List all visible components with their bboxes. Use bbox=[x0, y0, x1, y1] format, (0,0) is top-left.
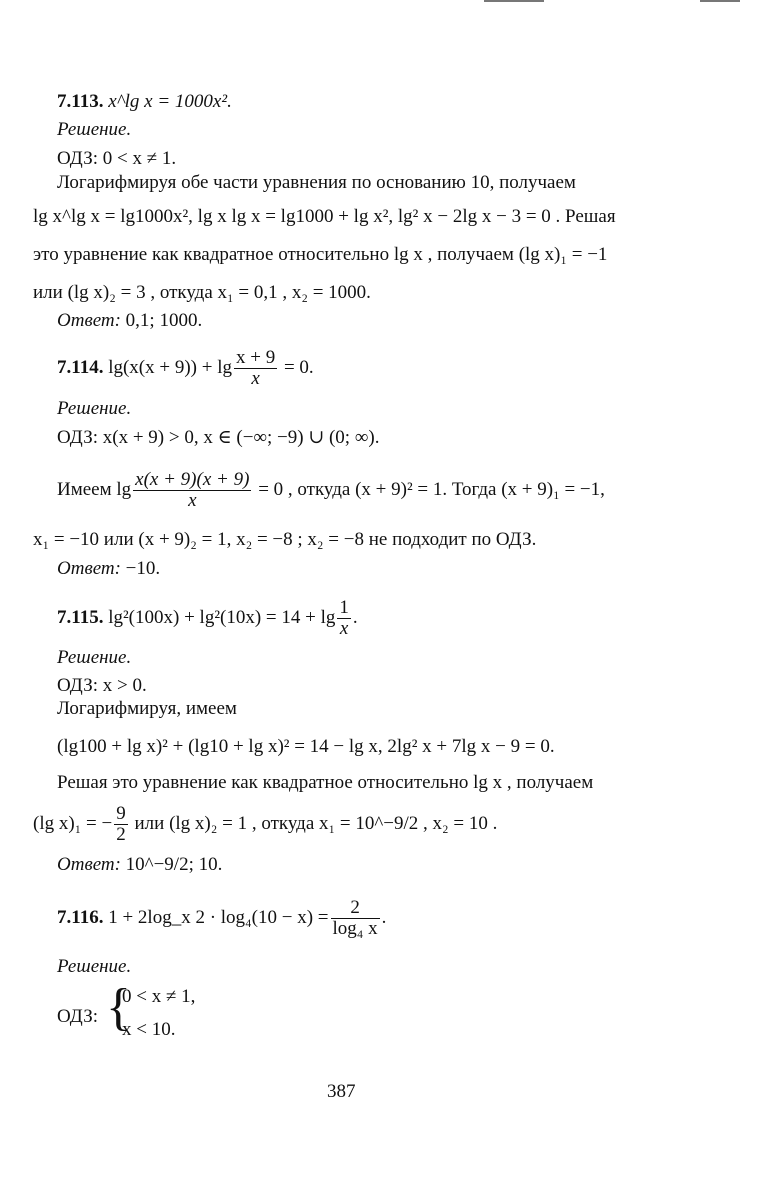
answer-line bbox=[57, 557, 160, 581]
problem-7-113-heading bbox=[57, 90, 232, 114]
answer-line bbox=[57, 853, 222, 877]
problem-7-115-heading bbox=[57, 594, 358, 642]
answer-label: Ответ: bbox=[57, 558, 121, 579]
text-line: lg x^lg x = lg1000x², lg x lg x = lg1000 + lg x², lg² x − 2lg x − 3 = 0 . Решая bbox=[33, 206, 616, 227]
solution-label: Решение. bbox=[57, 647, 132, 668]
text-line: или (lg x)₂ = 3 , откуда x₁ = 0,1 , x₂ = 1000. bbox=[33, 282, 371, 303]
problem-number: 7.115. bbox=[57, 607, 104, 628]
odz-line: ОДЗ: x(x + 9) > 0, x ∈ (−∞; −9) ∪ (0; ∞). bbox=[57, 427, 380, 448]
text-right: = 0 , откуда (x + 9)² = 1. Тогда (x + 9)₁ = −1, bbox=[258, 479, 605, 500]
equation-right: . bbox=[381, 907, 387, 928]
answer-label: Ответ: bbox=[57, 854, 121, 875]
text-line: Логарифмируя обе части уравнения по основанию 10, получаем bbox=[57, 172, 576, 193]
text-left: (lg x)₁ = − bbox=[33, 813, 113, 834]
problem-number: 7.114. bbox=[57, 357, 104, 378]
page-number: 387 bbox=[327, 1081, 356, 1102]
text-line: Логарифмируя, имеем bbox=[57, 698, 237, 719]
fraction bbox=[331, 898, 380, 939]
system-brace: { bbox=[106, 979, 131, 1036]
fraction bbox=[133, 470, 251, 511]
text-line: x₁ = −10 или (x + 9)₂ = 1, x₂ = −8 ; x₂ = −8 не подходит по ОДЗ. bbox=[33, 529, 537, 550]
text-line: (lg100 + lg x)² + (lg10 + lg x)² = 14 − lg x, 2lg² x + 7lg x − 9 = 0. bbox=[57, 736, 555, 757]
odz-line: ОДЗ: x > 0. bbox=[57, 675, 147, 696]
fraction-denominator: x bbox=[251, 368, 260, 390]
answer-value: 10^−9/2; 10. bbox=[125, 854, 223, 875]
fraction-numerator: x + 9 bbox=[236, 347, 276, 369]
answer-value: −10. bbox=[125, 558, 161, 579]
problem-7-114-heading bbox=[57, 344, 314, 392]
text-right: или (lg x)₂ = 1 , откуда x₁ = 10^−9/2 , x₂ = 10 . bbox=[134, 813, 498, 834]
fraction-numerator: x(x + 9)(x + 9) bbox=[135, 469, 250, 491]
equation-left: lg²(100x) + lg²(10x) = 14 + lg bbox=[108, 607, 336, 628]
problem-7-116-heading bbox=[57, 892, 386, 944]
equation-right: . bbox=[352, 607, 358, 628]
system-line-2: x < 10. bbox=[122, 1019, 176, 1040]
problem-number: 7.113. bbox=[57, 91, 104, 112]
text-line bbox=[57, 466, 605, 514]
odz-label: ОДЗ: bbox=[57, 1006, 99, 1027]
fraction-denominator: x bbox=[188, 490, 197, 512]
problem-number: 7.116. bbox=[57, 907, 104, 928]
fraction bbox=[337, 598, 351, 639]
fraction-denominator: 2 bbox=[116, 824, 126, 846]
text-line: Решая это уравнение как квадратное относительно lg x , получаем bbox=[57, 772, 594, 793]
equation-left: 1 + 2log_x 2 · log₄(10 − x) = bbox=[108, 907, 329, 928]
fraction-numerator: 9 bbox=[116, 803, 126, 825]
solution-label: Решение. bbox=[57, 398, 132, 419]
scan-artifact bbox=[700, 0, 740, 2]
fraction bbox=[114, 804, 128, 845]
text-line bbox=[33, 800, 497, 848]
fraction bbox=[234, 348, 277, 389]
fraction-denominator: log₄ x bbox=[332, 918, 378, 940]
solution-label: Решение. bbox=[57, 956, 132, 977]
scan-artifact bbox=[484, 0, 544, 2]
problem-equation: x^lg x = 1000x². bbox=[108, 91, 232, 112]
system-line-1: 0 < x ≠ 1, bbox=[122, 986, 196, 1007]
fraction-numerator: 2 bbox=[331, 898, 380, 919]
solution-label: Решение. bbox=[57, 119, 132, 140]
answer-line bbox=[57, 309, 202, 333]
text-line: это уравнение как квадратное относительно lg x , получаем (lg x)₁ = −1 bbox=[33, 244, 608, 265]
fraction-denominator: x bbox=[339, 618, 349, 640]
odz-line: ОДЗ: 0 < x ≠ 1. bbox=[57, 148, 177, 169]
text-left: Имеем lg bbox=[57, 479, 132, 500]
fraction-numerator: 1 bbox=[339, 597, 349, 619]
equation-left: lg(x(x + 9)) + lg bbox=[108, 357, 232, 378]
answer-label: Ответ: bbox=[57, 310, 121, 331]
answer-value: 0,1; 1000. bbox=[125, 310, 203, 331]
equation-right: = 0. bbox=[283, 357, 314, 378]
